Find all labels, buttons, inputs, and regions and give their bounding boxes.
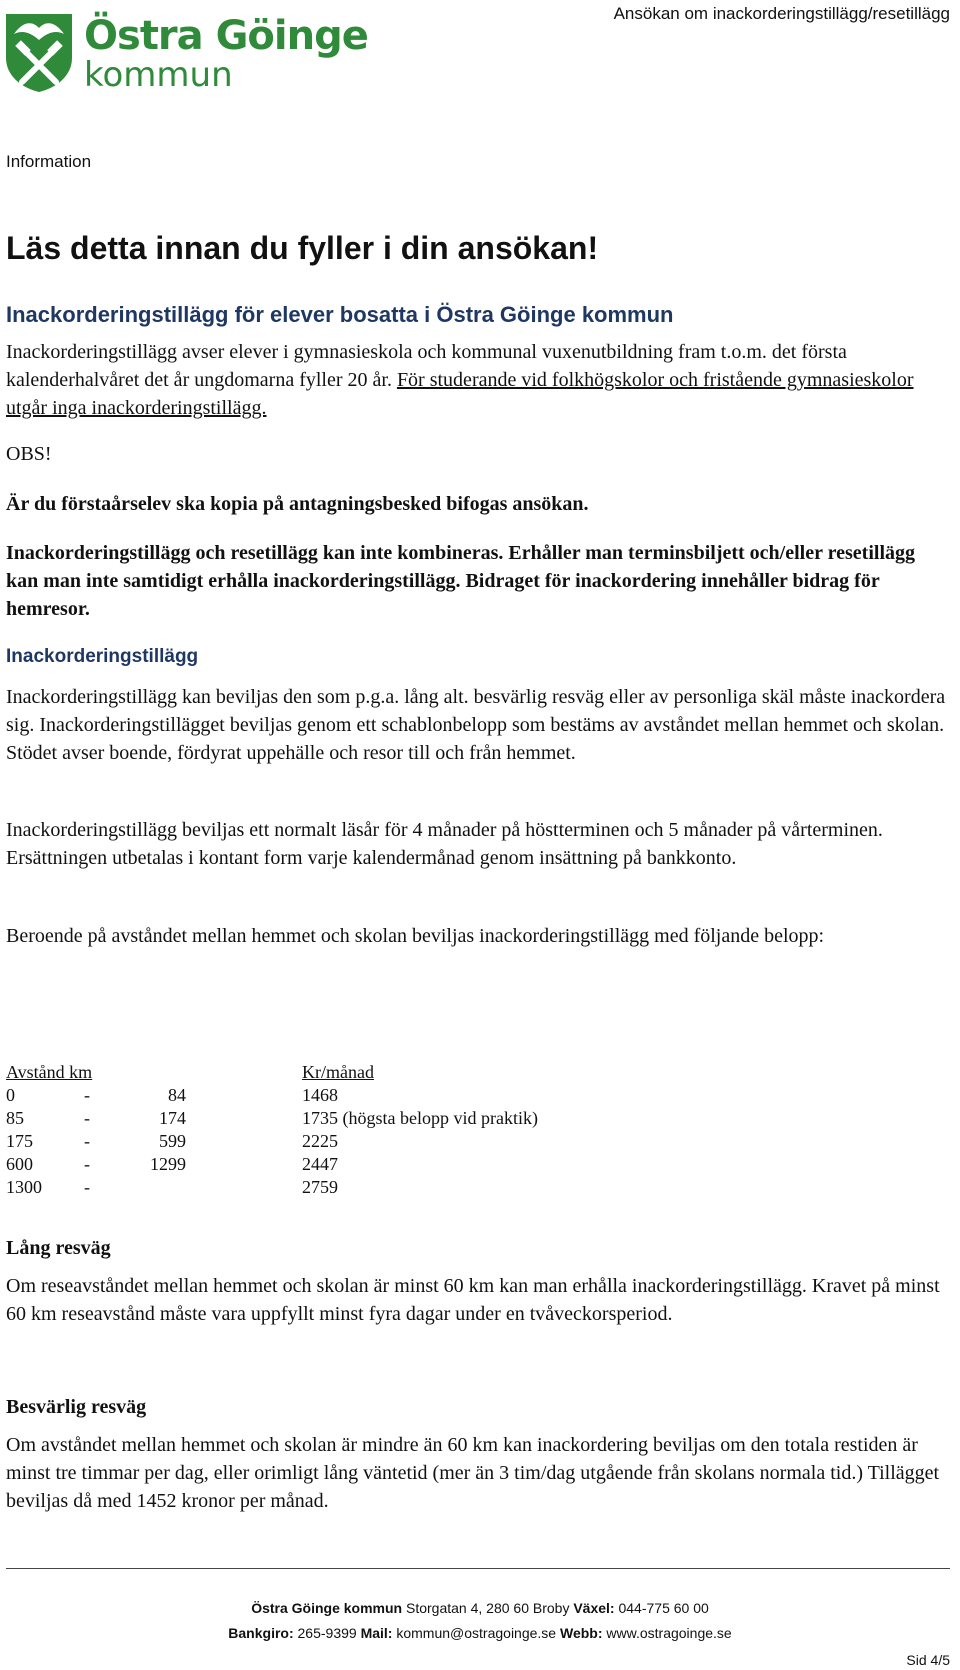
page-number: Sid 4/5 [906, 1652, 950, 1668]
paragraph-long-route: Om reseavståndet mellan hemmet och skolan är minst 60 km kan man erhålla inackorderingstillägg. Kravet på minst 60 km reseavstånd måste vara uppfyllt minst fyra dagar under en tvåveckorsperiod. [6, 1275, 940, 1325]
cell-to: 174 [159, 1108, 186, 1128]
intro-paragraph [6, 338, 952, 422]
paragraph-eligibility: Inackorderingstillägg kan beviljas den som p.g.a. lång alt. besvärlig resväg eller av personliga skäl måste inackordera sig. Inackorderingstillägget beviljas genom ett schablonbelopp som bestäms av avståndet mellan hemmet och skolan. Stödet avser boende, fördyrat uppehälle och resor till och från hemmet. [6, 686, 946, 764]
column-header-amount: Kr/månad [302, 1062, 374, 1082]
paragraph-period: Inackorderingstillägg beviljas ett normalt läsår för 4 månader på höstterminen och 5 månader på vårterminen. Ersättningen utbetalas i kontant form varje kalendermånad genom insättning på bankkonto. [6, 819, 883, 869]
cell-dash: - [84, 1177, 90, 1197]
cell-from: 1300 [6, 1177, 42, 1197]
logo-name: Östra Göinge [84, 13, 368, 59]
cell-dash: - [84, 1108, 90, 1128]
cell-from: 85 [6, 1108, 24, 1128]
coat-of-arms-icon [4, 12, 74, 94]
cell-dash: - [84, 1131, 90, 1151]
cell-amount: 2759 [302, 1177, 338, 1197]
cell-from: 600 [6, 1154, 33, 1174]
footer-web-label: Webb: [560, 1625, 603, 1641]
cell-dash: - [84, 1085, 90, 1105]
cell-dash: - [84, 1154, 90, 1174]
footer-phone: 044-775 60 00 [618, 1600, 709, 1616]
footer-contact [0, 1600, 960, 1616]
obs-label: OBS! [6, 443, 52, 465]
logo-subname: kommun [84, 55, 233, 95]
footer-mail-label: Mail: [360, 1625, 393, 1641]
footer-web[interactable]: www.ostragoinge.se [606, 1625, 732, 1641]
cell-to: 1299 [150, 1154, 186, 1174]
cell-amount: 1468 [302, 1085, 338, 1105]
main-heading: Läs detta innan du fyller i din ansökan! [6, 230, 599, 266]
heading-long-route: Lång resväg [6, 1237, 111, 1259]
heading-difficult-route: Besvärlig resväg [6, 1396, 147, 1418]
obs-combination: Inackorderingstillägg och resetillägg kan inte kombineras. Erhåller man terminsbiljett och/eller resetillägg kan man inte samtidigt erhålla inackorderingstillägg. Bidraget för inackordering innehåller bidrag för hemresor. [6, 542, 916, 620]
subheading: Inackorderingstillägg för elever bosatta i Östra Göinge kommun [6, 302, 674, 327]
cell-to: 599 [159, 1131, 186, 1151]
table-row [6, 1177, 538, 1200]
table-row [6, 1108, 538, 1131]
footer-org: Östra Göinge kommun [251, 1600, 403, 1616]
footer-bankgiro-label: Bankgiro: [228, 1625, 294, 1641]
municipality-logo [4, 12, 368, 94]
cell-from: 175 [6, 1131, 33, 1151]
amount-table [6, 1062, 538, 1200]
footer-bank [0, 1625, 960, 1641]
footer-phone-label: Växel: [573, 1600, 615, 1616]
table-row [6, 1131, 538, 1154]
footer-address: Storgatan 4, 280 60 Broby [406, 1600, 570, 1616]
document-title: Ansökan om inackorderingstillägg/resetillägg [613, 4, 950, 23]
table-header-row [6, 1062, 538, 1085]
footer-divider [6, 1568, 950, 1569]
column-header-distance: Avstånd km [6, 1062, 93, 1082]
paragraph-difficult-route: Om avståndet mellan hemmet och skolan är mindre än 60 km kan inackordering beviljas om den totala restiden är minst tre timmar per dag, eller orimligt lång väntetid (mer än 3 tim/dag utgående från skolans normala tid.) Tillägget beviljas då med 1452 kronor per månad. [6, 1434, 940, 1512]
section-label: Information [6, 152, 92, 171]
table-row [6, 1085, 538, 1108]
cell-to: 84 [168, 1085, 186, 1105]
intro-text: Inackorderingstillägg avser elever i gymnasieskola och kommunal vuxenutbildning fram t.o.m. det första kalenderhalvåret det år ungdomarna fyller 20 år. [6, 341, 847, 391]
section-heading-inackordering: Inackorderingstillägg [6, 646, 199, 667]
cell-amount: 2225 [302, 1131, 338, 1151]
intro-note: För studerande vid folkhögskolor och fristående gymnasieskolor utgår inga inackorderingstillägg. [6, 369, 914, 419]
obs-first-year: Är du förstaårselev ska kopia på antagningsbesked bifogas ansökan. [6, 493, 589, 515]
cell-to [124, 1177, 186, 1200]
cell-from: 0 [6, 1085, 15, 1105]
cell-amount: 2447 [302, 1154, 338, 1174]
paragraph-amounts: Beroende på avståndet mellan hemmet och skolan beviljas inackorderingstillägg med följande belopp: [6, 925, 825, 947]
footer-bankgiro: 265-9399 [297, 1625, 357, 1641]
cell-amount: 1735 (högsta belopp vid praktik) [302, 1108, 538, 1128]
footer-mail[interactable]: kommun@ostragoinge.se [396, 1625, 557, 1641]
table-row [6, 1154, 538, 1177]
